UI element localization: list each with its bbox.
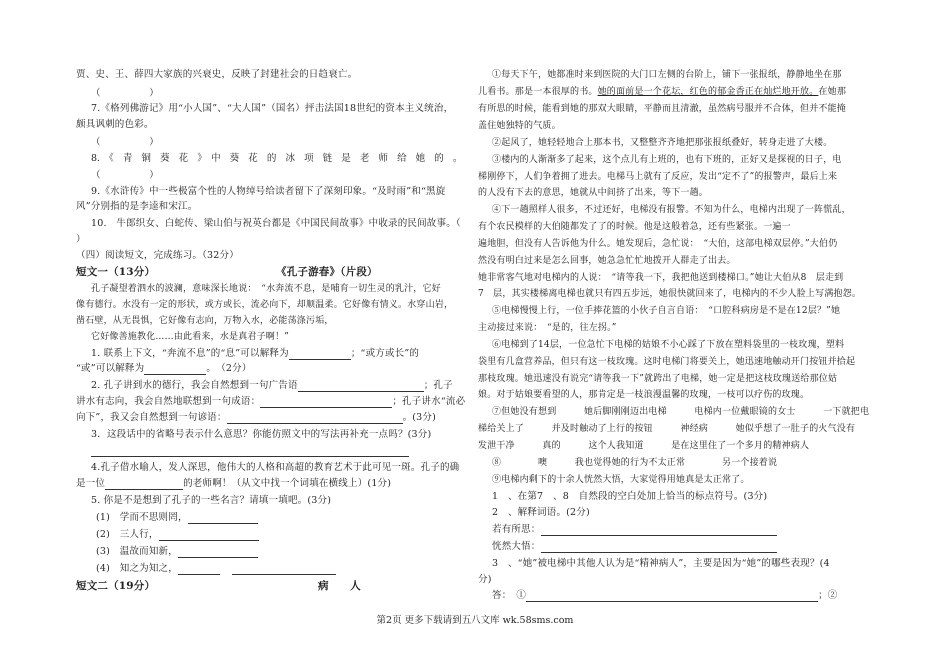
question-text: ；孔子讲水“流必 [392,396,466,407]
text-line: ） [76,234,86,245]
question-text: “或”可以解释为 [76,363,145,374]
passage-line: ①每天下午，她都准时来到医院的大门口左侧的台阶上，铺下一张报纸，静静地坐在那 [492,70,842,80]
question-text: 向下”，我又会自然想到一句谚语： [76,412,227,423]
passage-line: 孔子凝望着泗水的波澜，意味深长地说： “水奔流不息，是哺育一切生灵的乳汁，它好 [91,284,441,294]
text-line: 贾、史、王、薛四大家族的兴衰史，反映了封建社会的日趋衰亡。 [76,69,358,80]
passage-line: 梯给关上了 并及时触动了上行的按钮 神经病 她似乎想了一肚子的火气没有 [478,424,856,434]
passage-line: 有所思的时候，能看到她的那双大眼睛，平静而且清澈，虽然病号服并不合体，但并不能掩 [478,104,847,114]
question-3: 3 、“她”被电梯中其他人认为是“精神病人”，主要是因为“她”的哪些表现？(4 [492,558,830,569]
question-5-item [96,529,259,541]
answer-bracket: （ ） [91,88,159,99]
question-2 [91,380,453,392]
passage-text: 有 [478,222,488,232]
page-footer: 第2页 更多下载请到五八文库 wk.58sms.com [376,615,574,626]
question-5-item [96,512,258,524]
answer-blank[interactable] [227,413,403,424]
answer-blank[interactable] [159,530,259,541]
passage-text: 儿看书。那是一本很厚的书。 [478,87,598,97]
passage-line [478,255,736,267]
question-2-item [492,524,777,536]
question-text: 2. 孔子讲到水的德行，我会自然想到一句广告语 [91,380,298,391]
answer-blank[interactable] [541,525,777,536]
passage-line: ④下一趟照样人很多，不过还好，电梯没有报警。不知为什么，电梯内出现了一阵慌乱， [492,205,851,215]
passage-line: 主动接过来说： “是的，往左拐。” [478,323,617,333]
passage-line: 它好像善施教化……由此看来，水是真君子啊！” [91,332,290,342]
passage-line: 7 层，其实楼梯离电梯也就只有四五步远，她很快就回来了，电梯内的不少人脸上写满抱怨。 [478,289,862,299]
section-1-label: 短文一（13分） [76,266,156,278]
question-text: 的老师啊！（从文中找一个词填在横线上）(1分) [183,478,392,489]
passage-line: 像有德行。水没有一定的形状，或方或长，流必向下，却顺温柔。它好像有情义。水穿山岩， [76,300,454,310]
question-3-cont: 分) [478,574,492,585]
section-2-title: 病 人 [318,580,361,592]
answer-blank[interactable] [144,364,206,375]
passage-line: 那枝玫瑰。她迅速没有说完“请等我一下”就跨出了电梯，她一定是把这枝玫瑰送给那位姑 [478,374,838,384]
answer-blank[interactable] [260,397,392,408]
passage-text: 个农民模样的大伯随都发了了的时候。他是这般着急，还有些紧张。一遍一 [487,222,791,232]
question-text: 是一位 [76,478,106,489]
passage-text: 盖住她独特 [478,121,525,131]
question-2-cont [76,412,436,424]
question-4: 4.孔子借水喻人，发人深思，他伟大的人格和高超的教育艺术于此可见一斑。孔子的确 [91,462,460,473]
answer-separator: ；② [818,590,838,601]
answer-blank[interactable] [541,542,777,553]
answer-blank[interactable] [178,564,220,575]
passage-line: 娘。对于姑娘要看望的人，那肯定是一枝浪漫温馨的玫瑰，一枝可以疗伤的玫瑰。 [478,390,810,400]
answer-blank[interactable] [91,446,409,457]
answer-blank[interactable] [232,564,336,575]
answer-blank[interactable] [188,513,258,524]
answer-blank[interactable] [526,591,818,602]
question-2-cont [76,396,465,408]
item-text: (1) 学而不思则罔， [96,512,188,523]
passage-line: 她非常客气地对电梯内的人说： “请等我一下，我把他送到楼梯口。”她让大伯从8 层走到 [478,273,844,283]
passage-line [478,120,561,132]
question-text: 。(3分) [402,412,437,423]
passage-line [478,86,846,98]
answer-bracket: （ ） [91,170,159,181]
item-text: (3) 温故而知新， [96,546,178,557]
answer-blank[interactable] [105,479,183,490]
question-text: ；“或方或长”的 [350,348,420,359]
answer-label: 答： ① [492,590,527,601]
question-3-answer [91,445,409,457]
section-2-label: 短文二（19分） [76,580,156,592]
section-1-title: 《孔子游春》（片段） [276,266,378,278]
section-instruction: （四）阅读短文，完成练习。（32分） [76,250,239,261]
passage-line: ⑤电梯慢慢上行，一位手捧花篮的小伙子自言自语： “口腔科病房是不是在12层？”她 [492,306,841,316]
answer-blank[interactable] [298,381,424,392]
passage-text: 的气质。 [524,121,561,131]
passage-line: 发泄干净 真的 这个人我知道 是在这里住了一个多月的精神病人 [478,441,810,451]
passage-line: ⑧ 噢 我也觉得她的行为不太正常 另一个接着说 [492,458,778,468]
passage-text: 在她那 [818,87,847,97]
passage-line: 凿石壁，从无畏惧，它好像有志向，万物入水，必能荡涤污垢， [76,316,334,326]
question-10: 10. 牛郎织女、白蛇传、梁山伯与祝英台都是《中国民间故事》中收录的民间故事。（ [91,218,461,229]
item-text: (4) 知之为知之， [96,563,178,574]
question-1 [91,348,419,360]
item-label: 若有所思： [492,524,541,535]
passage-line: ⑦但她没有想到 她后脚刚刚迈出电梯 电梯内一位戴眼镜的女士 一下就把电 [492,407,870,417]
passage-line: 遍地胆，但没有人告诉他为什么。她发现后，急忙说： “大伯，这部电梯双层停。”大伯仍 [478,239,838,249]
answer-blank[interactable] [289,349,351,360]
question-9: 9.《水浒传》中一些极富个性的人物绰号给读者留下了深刻印象。“及时雨”和“黑旋 [91,186,446,197]
item-label: 恍然大悟： [492,541,541,552]
passage-line: ⑨电梯内剩下的十余人恍然大悟，大家觉得用她真是太正常了。 [492,475,750,485]
question-1: 1 、在第7 、8 自然段的空白处加上恰当的标点符号。(3分) [492,491,768,502]
question-3: 3．这段话中的省略号表示什么意思？你能仿照文中的写法再补充一点吗？(3分) [91,429,432,440]
passage-text: 然没有明白过来是怎么回事，她急急忙忙地拨开人群走了出去。 [478,256,736,266]
question-5-item [96,546,258,558]
passage-line: ②起风了，她轻轻地合上那本书，又整整齐齐地把那张报纸叠好，转身走进了大楼。 [492,138,833,148]
passage-line: 梯刚停下，人们争着拥了进去。电梯马上就有了反应，发出“定不了”的报警声，最后上来 [478,172,838,182]
question-4-cont [76,478,391,490]
question-text: 。 （2分） [206,363,252,374]
passage-line [478,221,791,233]
question-text: 1. 联系上下文，“奔流不息”的“息”可以解释为 [91,348,289,359]
text-line: 风”分别指的是李逵和宋江。 [76,201,198,212]
question-5-item [96,563,336,575]
question-2: 2 、解释词语。(2分) [492,507,590,518]
question-1-cont [76,363,252,375]
question-text: ；孔子 [423,380,453,391]
answer-bracket: （ ） [91,137,159,148]
underlined-sentence: 她的面前是一个花坛，红色的郁金香正在灿烂地开放。 [597,87,819,97]
passage-line: 的人没有下去的意思，她就从中间挤了出来，等下一趟。 [478,188,709,198]
question-text: 讲水有志向，我会自然地联想到一句成语： [76,396,261,407]
item-text: (2) 三人行， [96,529,159,540]
question-2-item [492,541,777,553]
answer-blank[interactable] [178,547,258,558]
question-7: 7.《格列佛游记》用“小人国”、“大人国”（国名）抨击法国18世纪的资本主义统治， [91,103,454,114]
passage-line: ③楼内的人渐渐多了起来，这个点儿有上班的，也有下班的，正好又是探视的日子，电 [492,155,842,165]
passage-line: 袋里有几盒营养品，但只有这一枝玫瑰。这时电梯门将要关上，她迅速地触动开门按钮并拾起 [478,357,856,367]
question-8: 8. 《 青 铜 葵 花 》 中 葵 花 的 冰 项 链 是 老 师 给 她 的 。 [91,153,463,164]
question-5: 5. 你是不是想到了孔子的一些名言？请填一填吧。(3分) [91,495,332,506]
text-line: 颇具讽刺的色彩。 [76,119,154,130]
passage-line: ⑥电梯到了14层，一位急忙下电梯的姑娘不小心踩了下放在塑料袋里的一枝玫瑰，塑料 [492,340,845,350]
question-3-answer [492,590,837,602]
